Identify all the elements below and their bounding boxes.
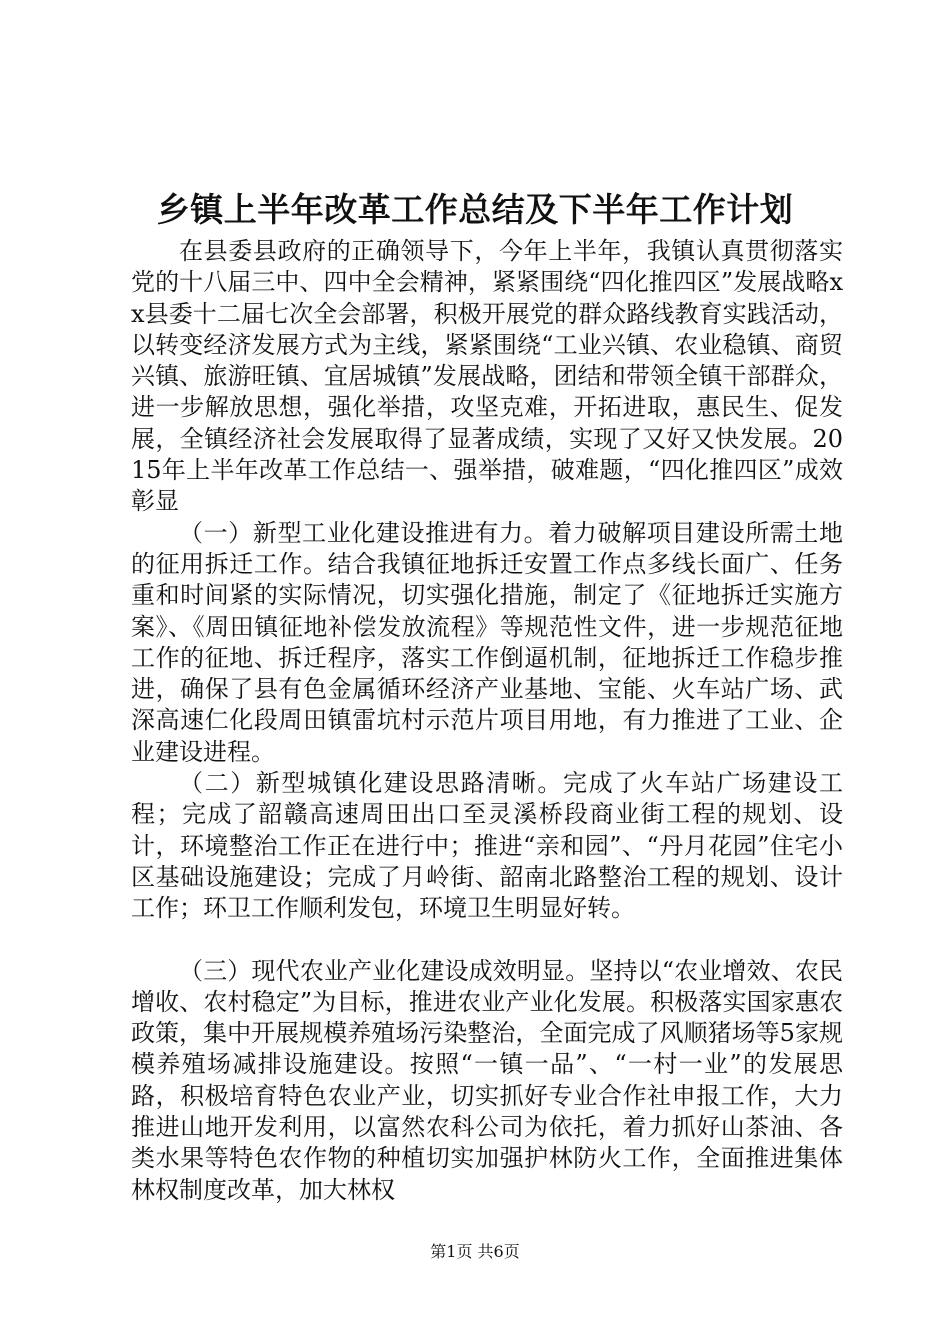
paragraph-industrialization: （一）新型工业化建设推进有力。着力破解项目建设所需土地的征用拆迁工作。结合我镇征地拆迁安置工作点多线长面广、任务重和时间紧的实际情况，切实强化措施，制定了《征地拆迁实施方案》、《周田镇征地补偿发放流程》等规范性文件，进一步规范征地工作的征地、拆迁程序，落实工作倒逼机制，征地拆迁工作稳步推进，确保了县有色金属循环经济产业基地、宝能、火车站广场、武深高速仁化段周田镇雷坑村示范片项目用地，有力推进了工业、企业建设进程。 bbox=[131, 518, 843, 766]
paragraph-intro: 在县委县政府的正确领导下，今年上半年，我镇认真贯彻落实党的十八届三中、四中全会精神，紧紧围绕“四化推四区”发展战略xx县委十二届七次全会部署，积极开展党的群众路线教育实践活动，以转变经济发展方式为主线，紧紧围绕“工业兴镇、农业稳镇、商贸兴镇、旅游旺镇、宜居城镇”发展战略，团结和带领全镇干部群众，进一步解放思想，强化举措，攻坚克难，开拓进取，惠民生、促发展，全镇经济社会发展取得了显著成绩，实现了又好又快发展。2015年上半年改革工作总结一、强举措，破难题，“四化推四区”成效彰显 bbox=[131, 237, 843, 516]
document-title: 乡镇上半年改革工作总结及下半年工作计划 bbox=[156, 190, 794, 229]
paragraph-urbanization: （二）新型城镇化建设思路清晰。完成了火车站广场建设工程；完成了韶赣高速周田出口至灵溪桥段商业街工程的规划、设计，环境整治工作正在进行中；推进“亲和园”、“丹月花园”住宅小区基础设施建设；完成了月岭街、韶南北路整治工程的规划、设计工作；环卫工作顺利发包，环境卫生明显好转。 bbox=[131, 769, 843, 923]
page-number-footer: 第1页 共6页 bbox=[430, 1242, 520, 1261]
document-body bbox=[131, 236, 843, 1206]
paragraph-agriculture: （三）现代农业产业化建设成效明显。坚持以“农业增效、农民增收、农村稳定”为目标，推进农业产业化发展。积极落实国家惠农政策，集中开展规模养殖场污染整治，全面完成了风顺猪场等5家规模养殖场减排设施建设。按照“一镇一品”、“一村一业”的发展思路，积极培育特色农业产业，切实抓好专业合作社申报工作，大力推进山地开发利用，以富然农科公司为依托，着力抓好山茶油、各类水果等特色农作物的种植切实加强护林防火工作，全面推进集体林权制度改革，加大林权 bbox=[131, 956, 843, 1204]
